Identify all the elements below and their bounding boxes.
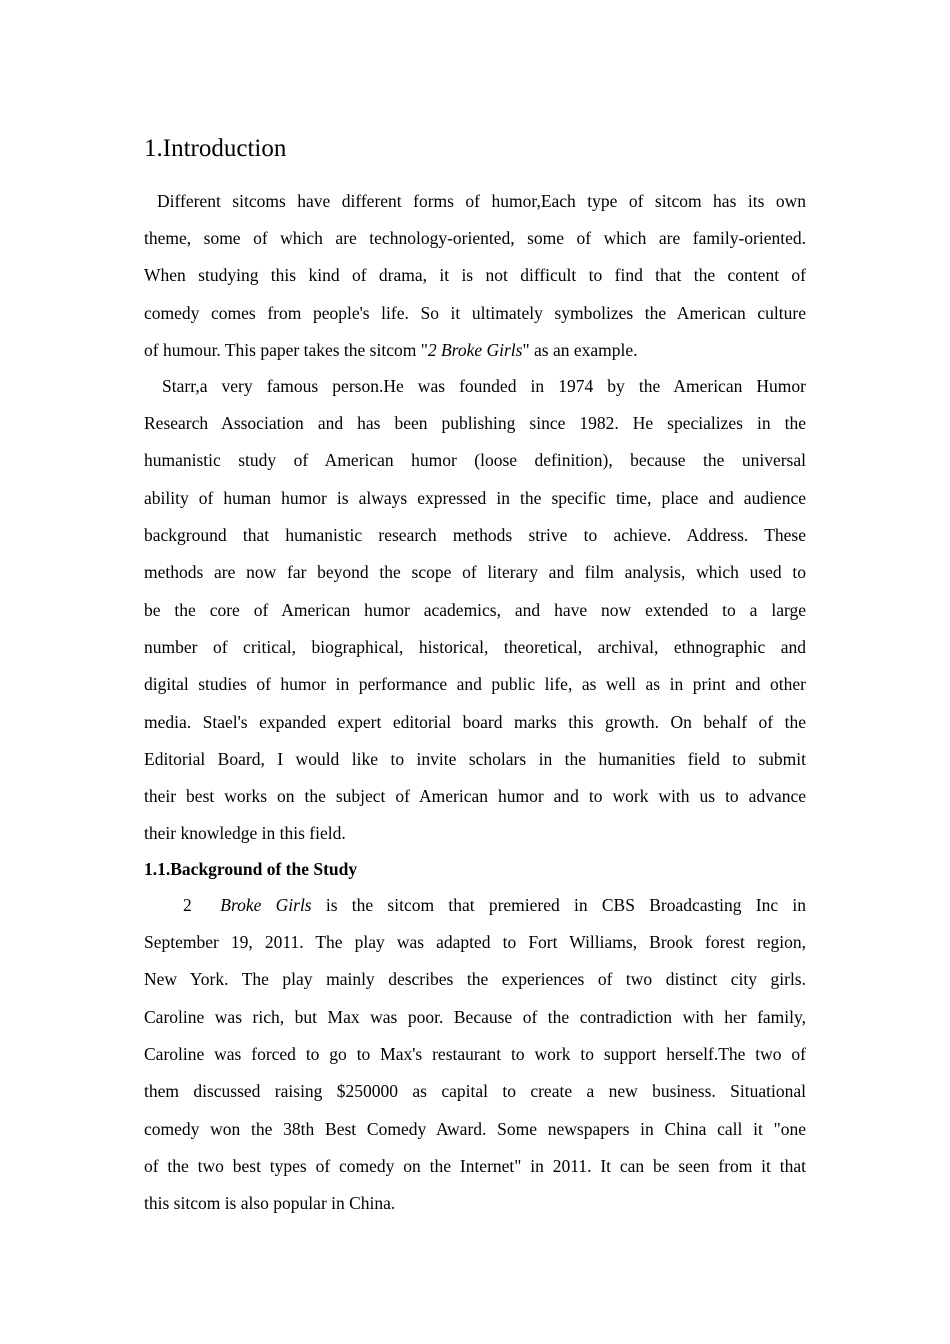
paragraph-line: When studying this kind of drama, it is not difficult to find that the content of <box>144 265 806 285</box>
paragraph-line: humanistic study of American humor (loose definition), because the universal <box>144 450 806 470</box>
paragraph-line: Research Association and has been publishing since 1982. He specializes in the <box>144 413 806 433</box>
paragraph-line: Different sitcoms have different forms of humor,Each type of sitcom has its own <box>157 191 806 211</box>
paragraph-line: theme, some of which are technology-oriented, some of which are family-oriented. <box>144 228 806 248</box>
section-heading: 1.Introduction <box>144 135 287 162</box>
paragraph-line: comedy comes from people's life. So it ultimately symbolizes the American culture <box>144 303 806 323</box>
paragraph-line: September 19, 2011. The play was adapted to Fort Williams, Brook forest region, <box>144 932 806 952</box>
paragraph-line: of the two best types of comedy on the Internet" in 2011. It can be seen from it that <box>144 1156 806 1176</box>
paragraph-line: this sitcom is also popular in China. <box>144 1193 396 1213</box>
paragraph-line: New York. The play mainly describes the experiences of two distinct city girls. <box>144 969 806 989</box>
paragraph-line: them discussed raising $250000 as capital to create a new business. Situational <box>144 1081 806 1101</box>
paragraph-line: Caroline was rich, but Max was poor. Because of the contradiction with her family, <box>144 1007 806 1027</box>
paragraph-line: digital studies of humor in performance and public life, as well as in print and other <box>144 674 806 694</box>
paragraph-line: methods are now far beyond the scope of literary and film analysis, which used to <box>144 562 806 582</box>
title-italic: Broke Girls <box>220 895 312 915</box>
paragraph-line: be the core of American humor academics, and have now extended to a large <box>144 600 806 620</box>
paragraph-line: Starr,a very famous person.He was founded in 1974 by the American Humor <box>162 376 806 396</box>
subsection-heading: 1.1.Background of the Study <box>144 859 358 879</box>
paragraph-line: their knowledge in this field. <box>144 823 346 843</box>
paragraph-line: Editorial Board, I would like to invite scholars in the humanities field to submit <box>144 749 806 769</box>
paragraph-line: number of critical, biographical, historical, theoretical, archival, ethnographic and <box>144 637 806 657</box>
paragraph-line: 2 Broke Girls is the sitcom that premiered in CBS Broadcasting Inc in <box>183 895 806 915</box>
paragraph-line: comedy won the 38th Best Comedy Award. Some newspapers in China call it "one <box>144 1119 806 1139</box>
paragraph-line: of humour. This paper takes the sitcom "2 Broke Girls" as an example. <box>144 340 638 360</box>
paragraph-line: background that humanistic research methods strive to achieve. Address. These <box>144 525 806 545</box>
title-italic: 2 Broke Girls <box>427 340 523 360</box>
paragraph-line: their best works on the subject of American humor and to work with us to advance <box>144 786 806 806</box>
paragraph-line: media. Stael's expanded expert editorial board marks this growth. On behalf of the <box>144 712 806 732</box>
paragraph-line: Caroline was forced to go to Max's restaurant to work to support herself.The two of <box>144 1044 806 1064</box>
paragraph-line: ability of human humor is always expressed in the specific time, place and audience <box>144 488 806 508</box>
